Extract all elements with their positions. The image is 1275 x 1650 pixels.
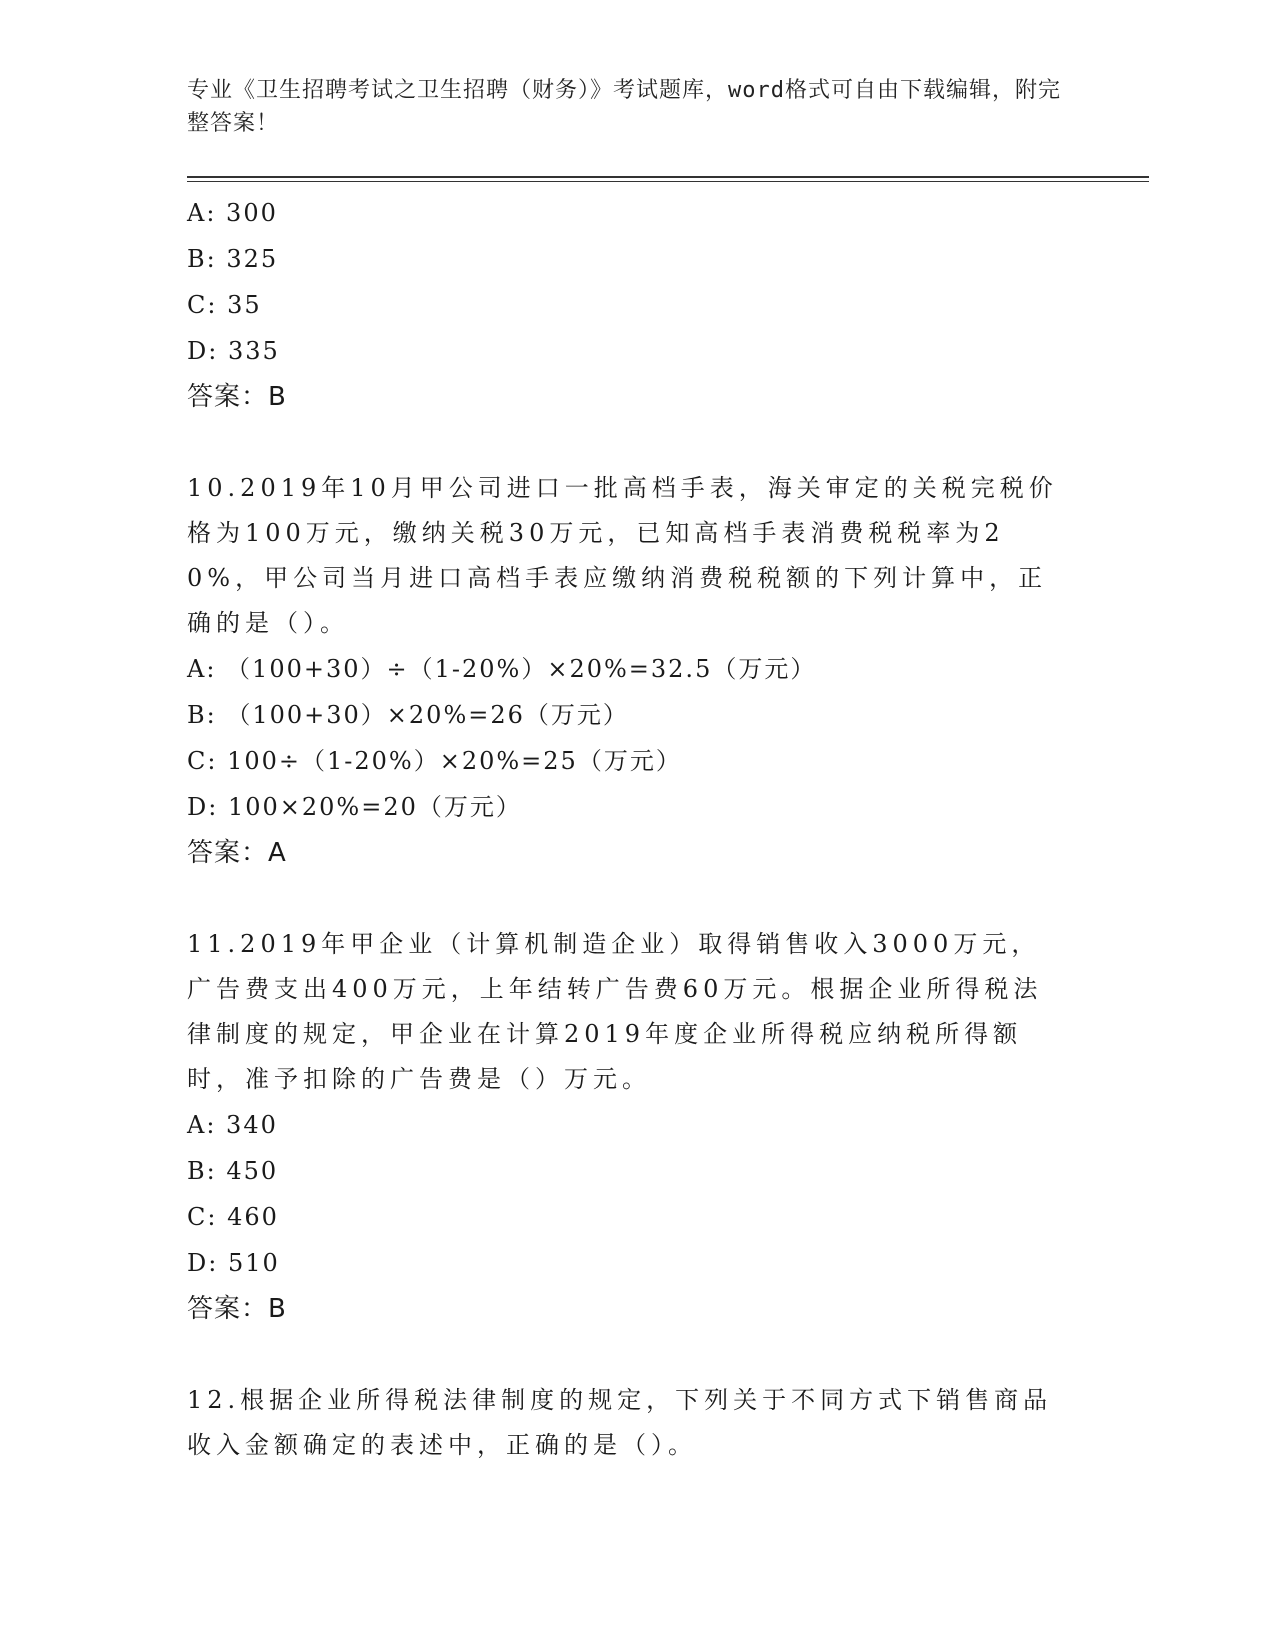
question-text: 10.2019年10月甲公司进口一批高档手表，海关审定的关税完税价格为100万元，缴纳关税30万元，已知高档手表消费税税率为20%，甲公司当月进口高档手表应缴纳消费税税额的下列计算中，正确的是（）。 xyxy=(187,474,1058,637)
option-a: A: 300 xyxy=(187,199,278,227)
answer-line: 答案：B xyxy=(187,1294,287,1324)
question-text: 11.2019年甲企业（计算机制造企业）取得销售收入3000万元，广告费支出400万元，上年结转广告费60万元。根据企业所得税法律制度的规定，甲企业在计算2019年度企业所得税应纳税所得额时，准予扣除的广告费是（）万元。 xyxy=(187,930,1043,1093)
option-c: C: 35 xyxy=(187,291,262,319)
header-divider-thin xyxy=(187,181,1149,182)
option-b: B: （100+30）×20%=26（万元） xyxy=(187,701,629,729)
question-11 xyxy=(187,922,1077,1332)
option-d: D: 510 xyxy=(187,1249,280,1277)
document-header: 专业《卫生招聘考试之卫生招聘（财务）》考试题库，word格式可自由下载编辑，附完整答案！ xyxy=(187,78,1061,136)
option-d: D: 335 xyxy=(187,337,280,365)
option-c: C: 460 xyxy=(187,1203,279,1231)
option-c: C: 100÷（1-20%）×20%=25（万元） xyxy=(187,747,682,775)
question-text: 12.根据企业所得税法律制度的规定，下列关于不同方式下销售商品收入金额确定的表述中，正确的是（）。 xyxy=(187,1386,1053,1459)
option-a: A: （100+30）÷（1-20%）×20%=32.5（万元） xyxy=(187,655,817,683)
question-10 xyxy=(187,466,1077,876)
option-d: D: 100×20%=20（万元） xyxy=(187,793,522,821)
answer-line: 答案：A xyxy=(187,838,287,868)
previous-question-block xyxy=(187,190,1077,420)
option-b: B: 450 xyxy=(187,1157,279,1185)
option-b: B: 325 xyxy=(187,245,279,273)
header-divider-thick xyxy=(187,176,1149,178)
answer-line: 答案：B xyxy=(187,382,287,412)
document-body xyxy=(187,190,1077,1468)
option-a: A: 340 xyxy=(187,1111,278,1139)
question-12 xyxy=(187,1378,1077,1468)
